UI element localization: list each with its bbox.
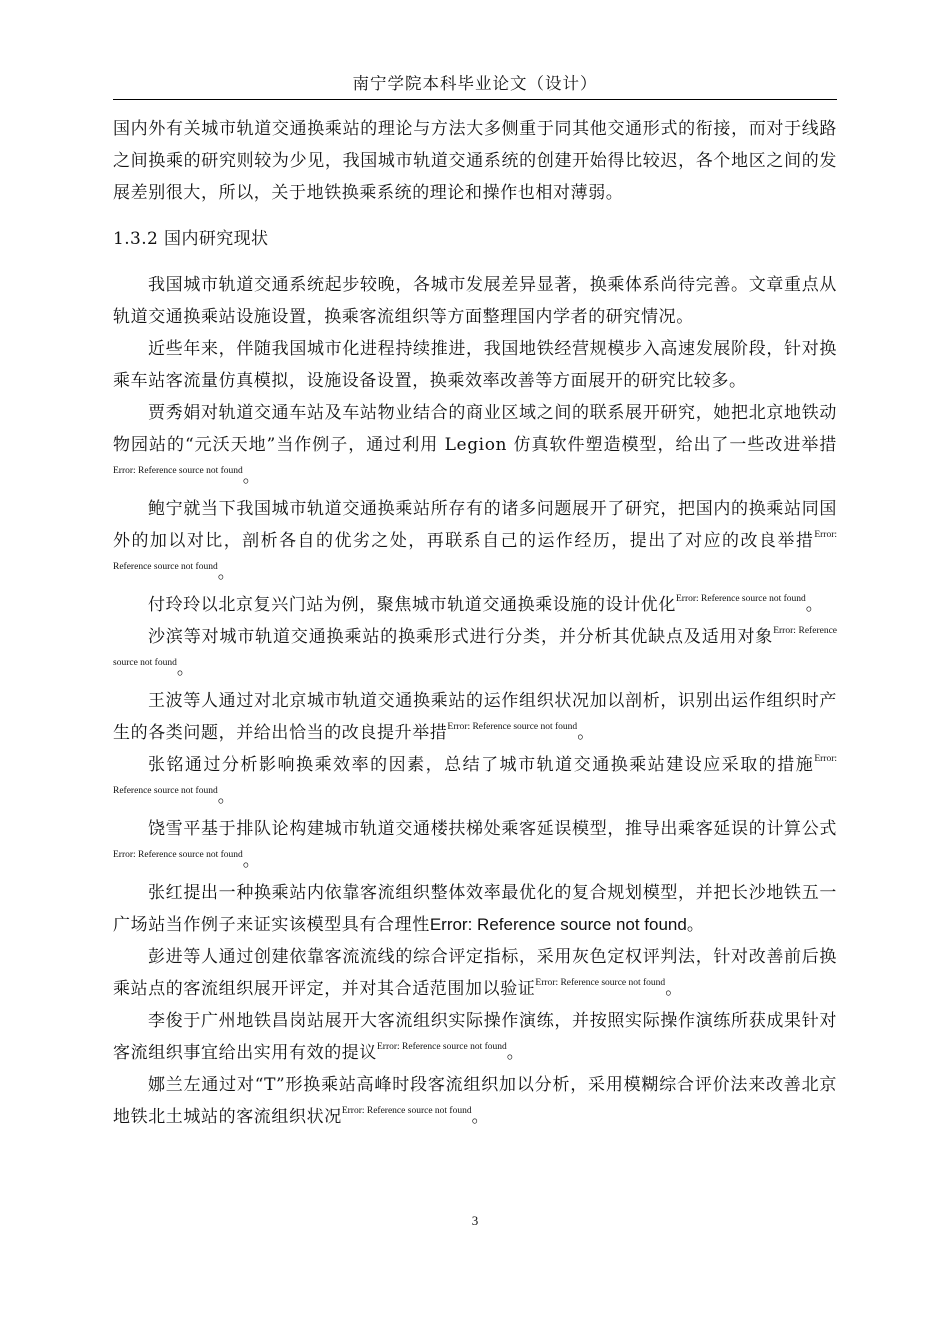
section-heading: 1.3.2 国内研究现状 xyxy=(113,229,269,249)
paragraph-8: 张铭通过分析影响换乘效率的因素，总结了城市轨道交通换乘站建设应采取的措施$^{Error: Reference source not found}$。 xyxy=(113,754,837,807)
paragraph-6: 沙滨等对城市轨道交通换乘站的换乘形式进行分类，并分析其优缺点及适用对象$^{Error: Reference source not found}$。 xyxy=(113,626,838,679)
paragraph-1: 我国城市轨道交通系统起步较晚，各城市发展差异显著，换乘体系尚待完善。文章重点从轨道交通换乘站设施设置，换乘客流组织等方面整理国内学者的研究情况。 xyxy=(113,275,837,327)
paragraph-9: 饶雪平基于排队论构建城市轨道交通楼扶梯处乘客延误模型，推导出乘客延误的计算公式$^{Error: Reference source not found}$。 xyxy=(113,819,837,871)
citation-error-ref: Error: Reference source not found xyxy=(113,754,837,796)
paragraph-10: 张红提出一种换乘站内依靠客流组织整体效率最优化的复合规划模型，并把长沙地铁五一广场站当作例子来证实该模型具有合理性Error: Reference source not found。 xyxy=(113,883,837,935)
paragraph-3: 贾秀娟对轨道交通车站及车站物业结合的商业区域之间的联系展开研究，她把北京地铁动物园站的“元沃天地”当作例子，通过利用 Legion 仿真软件塑造模型，给出了一些改进举措$^{Error: Reference source not found}$。 xyxy=(113,403,837,487)
paragraph-4: 鲍宁就当下我国城市轨道交通换乘站所存有的诸多问题展开了研究，把国内的换乘站同国外的加以对比，剖析各自的优劣之处，再联系自己的运作经历，提出了对应的改良举措$^{Error: Reference source not found}$。 xyxy=(113,499,837,583)
intro-paragraph: 国内外有关城市轨道交通换乘站的理论与方法大多侧重于同其他交通形式的衔接，而对于线路之间换乘的研究则较为少见，我国城市轨道交通系统的创建开始得比较迟，各个地区之间的发展差别很大，所以，关于地铁换乘系统的理论和操作也相对薄弱。 xyxy=(113,119,837,203)
citation-error-ref: Error: Reference source not found xyxy=(447,722,578,732)
citation-error-ref: Error: Reference source not found xyxy=(113,626,838,668)
citation-error-ref: Error: Reference source not found xyxy=(676,594,806,604)
citation-error-ref: Error: Reference source not found xyxy=(535,978,666,988)
page-number: 3 xyxy=(471,1213,479,1228)
citation-error-inline: Error: Reference source not found xyxy=(429,915,687,934)
citation-error-ref: Error: Reference source not found xyxy=(341,1106,472,1116)
paragraph-11: 彭进等人通过创建依靠客流流线的综合评定指标，采用灰色定权评判法，针对改善前后换乘站点的客流组织展开评定，并对其合适范围加以验证$^{Error: Reference source not found}$。 xyxy=(113,947,837,999)
citation-error-ref: Error: Reference source not found xyxy=(113,466,243,476)
citation-error-ref: Error: Reference source not found xyxy=(113,530,837,572)
citation-error-ref: Error: Reference source not found xyxy=(113,850,243,860)
paragraph-7: 王波等人通过对北京城市轨道交通换乘站的运作组织状况加以剖析，识别出运作组织时产生的各类问题，并给出恰当的改良提升举措$^{Error: Reference source not found}$。 xyxy=(113,691,837,743)
page-body xyxy=(113,113,837,1133)
paragraph-5: 付玲玲以北京复兴门站为例，聚焦城市轨道交通换乘设施的设计优化$^{Error: Reference source not found}$。 xyxy=(148,594,823,615)
page-header-title: 南宁学院本科毕业论文（设计） xyxy=(352,74,598,93)
citation-error-ref: Error: Reference source not found xyxy=(377,1042,507,1052)
paragraph-2: 近些年来，伴随我国城市化进程持续推进，我国地铁经营规模步入高速发展阶段，针对换乘车站客流量仿真模拟，设施设备设置，换乘效率改善等方面展开的研究比较多。 xyxy=(113,339,837,391)
paragraph-12: 李俊于广州地铁昌岗站展开大客流组织实际操作演练，并按照实际操作演练所获成果针对客流组织事宜给出实用有效的提议$^{Error: Reference source not found}$。 xyxy=(113,1011,837,1063)
paragraph-13: 娜兰左通过对“T”形换乘站高峰时段客流组织加以分析，采用模糊综合评价法来改善北京地铁北土城站的客流组织状况$^{Error: Reference source not found}$。 xyxy=(113,1075,837,1127)
header-rule xyxy=(113,99,837,100)
